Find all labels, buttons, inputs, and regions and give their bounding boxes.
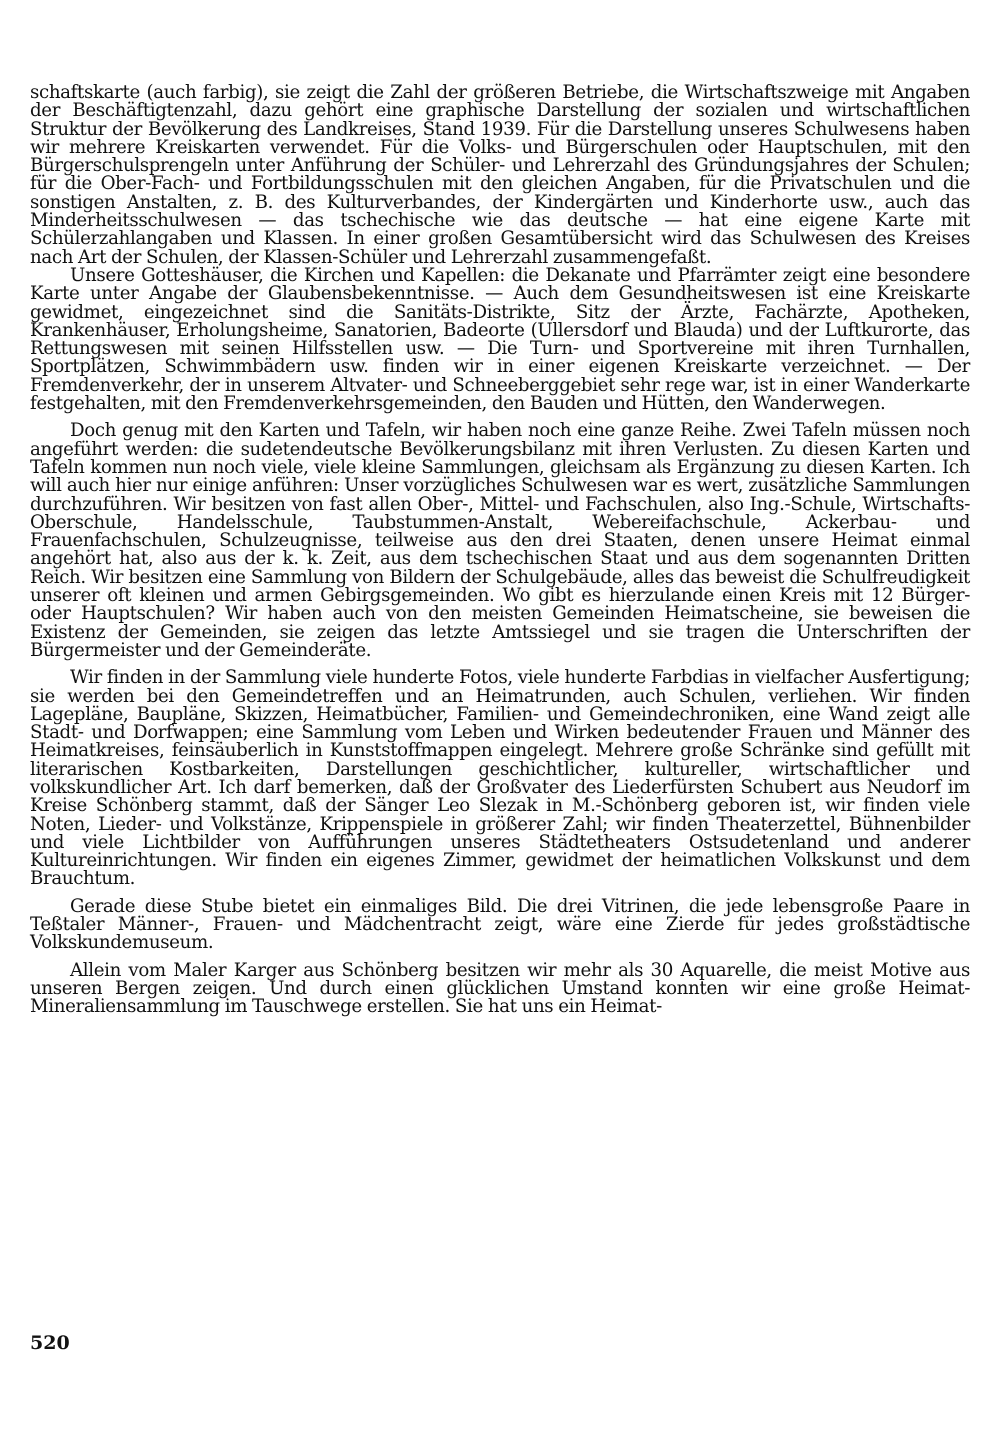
page-number: 520 — [30, 1332, 70, 1354]
paragraph-3: Doch genug mit den Karten und Tafeln, wir haben noch eine ganze Reihe. Zwei Tafeln müssen noch angeführt werden: die sudetendeutsche Bevölkerungsbilanz mit ihren Verlusten. Zu diesen Karten und Tafeln kommen nun noch viele, viele kleine Sammlungen, gleichsam als Ergänzung zu diesen Karten. Ich will auch hier nur einige anführen: Unser vorzügliches Schulwesen war es wert, zusätzliche Sammlungen durchzuführen. Wir besitzen von fast allen Ober-, Mittel- und Fachschulen, also Ing.-Schule, Wirtschafts-Oberschule, Handelsschule, Taubstummen-Anstalt, Webereifachschule, Ackerbau- und Frauenfachschulen, Schulzeugnisse, teilweise aus den drei Staaten, denen unsere Heimat einmal angehört hat, also aus der k. k. Zeit, aus dem tschechischen Staat und aus dem sogenannten Dritten Reich. Wir besitzen eine Sammlung von Bildern der Schulgebäude, alles das beweist die Schulfreudigkeit unserer oft kleinen und armen Gebirgsgemeinden. Wo gibt es hierzulande einen Kreis mit 12 Bürger- oder Hauptschulen? Wir haben auch von den meisten Gemeinden Heimatscheine, sie beweisen die Existenz der Gemeinden, sie zeigen das letzte Amtssiegel und sie tragen die Unterschriften der Bürgermeister und der Gemeinderäte. — [30, 420, 970, 661]
paragraph-5: Gerade diese Stube bietet ein einmaliges Bild. Die drei Vitrinen, die jede lebensgroße Paare in Teßtaler Männer-, Frauen- und Mädchentracht zeigt, wäre eine Zierde für jedes großstädtische Volkskundemuseum. — [30, 895, 970, 954]
paragraph-2: Unsere Gotteshäuser, die Kirchen und Kapellen: die Dekanate und Pfarrämter zeigt eine besondere Karte unter Angabe der Glaubensbekenntnisse. — Auch dem Gesundheitswesen ist eine Kreiskarte gewidmet, eingezeichnet sind die Sanitäts-Distrikte, Sitz der Ärzte, Fachärzte, Apotheken, Krankenhäuser, Erholungsheime, Sanatorien, Badeorte (Ullersdorf und Blauda) und der Luftkurorte, das Rettungswesen mit seinen Hilfsstellen usw. — Die Turn- und Sportvereine mit ihren Turnhallen, Sportplätzen, Schwimmbädern usw. finden wir in einer eigenen Kreiskarte verzeichnet. — Der Fremdenverkehr, der in unserem Altvater- und Schneeberggebiet sehr rege war, ist in einer Wanderkarte festgehalten, mit den Fremdenverkehrsgemeinden, den Bauden und Hütten, den Wanderwegen. — [30, 264, 970, 415]
paragraph-1: schaftskarte (auch farbig), sie zeigt die Zahl der größeren Betriebe, die Wirtschaftszweige mit Angaben der Beschäftigtenzahl, dazu gehört eine graphische Darstellung der sozialen und wirtschaftlichen Struktur der Bevölkerung des Landkreises, Stand 1939. Für die Darstellung unseres Schulwesens haben wir mehrere Kreiskarten verwendet. Für die Volks- und Bürgerschulen oder Hauptschulen, mit den Bürgerschulsprengeln unter Anführung der Schüler- und Lehrerzahl des Gründungsjahres der Schulen; für die Ober-Fach- und Fortbildungsschulen mit den gleichen Angaben, für die Privatschulen und die sonstigen Anstalten, z. B. des Kulturverbandes, der Kindergärten und Kinderhorte usw., auch das Minderheitsschulwesen — das tschechische wie das deutsche — hat eine eigene Karte mit Schülerzahlangaben und Klassen. In einer großen Gesamtübersicht wird das Schulwesen des Kreises nach Art der Schulen, der Klassen-Schüler und Lehrerzahl zusammengefaßt. — [30, 82, 970, 268]
paragraph-6: Allein vom Maler Karger aus Schönberg besitzen wir mehr als 30 Aquarelle, die meist Motive aus unseren Bergen zeigen. Und durch einen glücklichen Umstand konnten wir eine große Heimat-Mineraliensammlung im Tauschwege erstellen. Sie hat uns ein Heimat- — [30, 959, 970, 1018]
body-text — [30, 84, 970, 1017]
paragraph-4: Wir finden in der Sammlung viele hunderte Fotos, viele hunderte Farbdias in vielfacher Ausfertigung; sie werden bei den Gemeindetreffen und an Heimatrunden, auch Schulen, verliehen. Wir finden Lagepläne, Baupläne, Skizzen, Heimatbücher, Familien- und Gemeindechroniken, eine Wand zeigt alle Stadt- und Dorfwappen; eine Sammlung vom Leben und Wirken bedeutender Frauen und Männer des Heimatkreises, feinsäuberlich in Kunststoffmappen eingelegt. Mehrere große Schränke sind gefüllt mit literarischen Kostbarkeiten, Darstellungen geschichtlicher, kultureller, wirtschaftlicher und volkskundlicher Art. Ich darf bemerken, daß der Großvater des Liederfürsten Schubert aus Neudorf im Kreise Schönberg stammt, daß der Sänger Leo Slezak in M.-Schönberg geboren ist, wir finden viele Noten, Lieder- und Volkstänze, Krippenspiele in größerer Zahl; wir finden Theaterzettel, Bühnenbilder und viele Lichtbilder von Aufführungen unseres Städtetheaters Ostsudetenland und anderer Kultureinrichtungen. Wir finden ein eigenes Zimmer, gewidmet der heimatlichen Volkskunst und dem Brauchtum. — [30, 667, 970, 890]
